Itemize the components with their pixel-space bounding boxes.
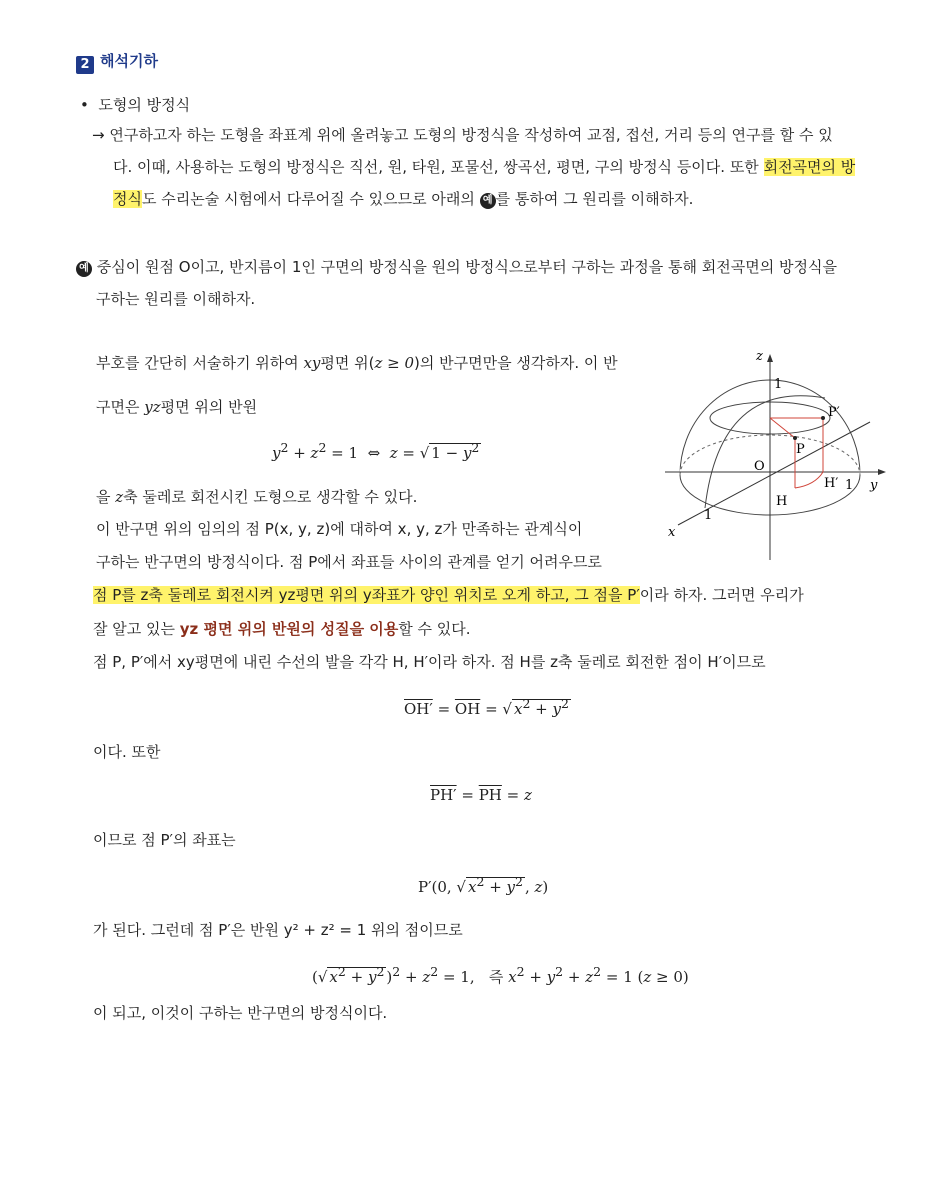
bullet-dot: • xyxy=(80,96,99,114)
text: 할 수 있다. xyxy=(398,620,471,638)
text: )의 반구면만을 생각하자. 이 반 xyxy=(414,354,618,372)
text: 축 둘레로 회전시킨 도형으로 생각할 수 있다. xyxy=(123,488,418,506)
bullet-item xyxy=(80,94,190,115)
label-x: x xyxy=(668,525,676,540)
text: 잘 알고 있는 xyxy=(93,620,180,638)
intro-line-3 xyxy=(113,188,693,209)
equation-Pprime: P′(0, √ $x^2 + y^2$ , z) xyxy=(418,874,549,896)
math-cond: z ≥ 0 xyxy=(374,354,415,372)
equation-PH: $PH' = \overline{PH} = z$ xyxy=(430,786,532,804)
label-one-x: 1 xyxy=(704,508,713,523)
body-line-7 xyxy=(93,618,471,639)
body-line-11: 가 된다. 그런데 점 P′은 반원 y² + z² = 1 위의 점이므로 xyxy=(93,921,463,939)
label-y: y xyxy=(870,478,878,493)
point-P xyxy=(793,436,797,440)
label-z: z xyxy=(756,349,763,364)
intro-text-3: 를 통하여 그 원리를 이해하자. xyxy=(495,190,694,208)
highlight-rotate-point: 점 P를 z축 둘레로 회전시켜 yz평면 위의 y좌표가 양인 위치로 오게 하고, 그 점을 P′ xyxy=(93,586,640,604)
body-line-12: 이 되고, 이것이 구하는 반구면의 방정식이다. xyxy=(93,1004,388,1022)
body-line-4: 이 반구면 위의 임의의 점 P(x, y, z)에 대하여 x, y, z가 만족하는 관계식이 xyxy=(96,520,583,538)
text: 평면 위( xyxy=(320,354,375,372)
intro-line-2 xyxy=(113,156,855,177)
bullet-text: 도형의 방정식 xyxy=(98,96,191,114)
body-line-6 xyxy=(93,584,804,605)
highlight-equation: 정식 xyxy=(113,190,142,208)
meridian-arc xyxy=(705,396,825,508)
example-badge-icon-2: 예 xyxy=(76,261,92,277)
section-number: 2 xyxy=(76,56,94,74)
text: 구면은 xyxy=(96,398,145,416)
hemisphere-figure xyxy=(650,340,890,570)
section-header xyxy=(76,50,158,74)
equation-sphere: (√ $x^2 + y^2$ )$^2 + z^2 = 1$, 즉 $x^2 + y^2 + z^2 = 1$ (z ≥ 0) xyxy=(312,964,689,986)
math-z: z xyxy=(115,488,124,506)
body-line-2 xyxy=(96,396,257,417)
body-line-10: 이므로 점 P′의 좌표는 xyxy=(93,831,236,849)
label-Pprime: P′ xyxy=(828,405,840,420)
label-one-top: 1 xyxy=(774,377,783,392)
intro-text: 다. 이때, 사용하는 도형의 방정식은 직선, 원, 타원, 포물선, 쌍곡선, 평면, 구의 방정식 등이다. 또한 xyxy=(113,158,764,176)
highlight-rotation-surface: 회전곡면의 방 xyxy=(763,158,856,176)
label-H: H xyxy=(776,494,788,509)
intro-text-2: 도 수리논술 시험에서 다루어질 수 있으므로 아래의 xyxy=(141,190,480,208)
text: 이라 하자. 그러면 우리가 xyxy=(639,586,804,604)
example-line-2: 구하는 원리를 이해하자. xyxy=(96,290,256,308)
section-title: 해석기하 xyxy=(100,52,158,70)
math-xy: xy xyxy=(303,354,321,372)
body-line-1 xyxy=(96,352,618,373)
body-line-9: 이다. 또한 xyxy=(93,743,161,761)
body-line-8: 점 P, P′에서 xy평면에 내린 수선의 발을 각각 H, H′이라 하자. 점 H를 z축 둘레로 회전한 점이 H′이므로 xyxy=(93,653,766,671)
example-badge-icon: 예 xyxy=(480,193,496,209)
label-Hprime: H′ xyxy=(824,476,839,491)
example-text: 중심이 원점 O이고, 반지름이 1인 구면의 방정식을 원의 방정식으로부터 구하는 과정을 통해 회전곡면의 방정식을 xyxy=(96,258,837,276)
body-line-5: 구하는 반구면의 방정식이다. 점 P에서 좌표들 사이의 관계를 얻기 어려우므로 xyxy=(96,553,602,571)
equation-semicircle: $y^2 + z^2 = 1$ ⇔ z = √ $1 - y^2$ xyxy=(272,440,480,462)
label-P: P xyxy=(796,442,805,457)
label-O: O xyxy=(754,459,765,474)
math-yz: yz xyxy=(144,398,161,416)
emphasis-semicircle: yz 평면 위의 반원의 성질을 이용 xyxy=(179,620,399,638)
example-line-1 xyxy=(76,256,837,277)
body-line-3 xyxy=(96,486,417,507)
point-Pprime xyxy=(821,416,825,420)
text: 을 xyxy=(96,488,116,506)
intro-line-1: → 연구하고자 하는 도형을 좌표계 위에 올려놓고 도형의 방정식을 작성하여 교점, 접선, 거리 등의 연구를 할 수 있 xyxy=(92,126,833,144)
label-one-right: 1 xyxy=(845,478,854,493)
red-arc-h xyxy=(795,472,823,488)
text: 평면 위의 반원 xyxy=(160,398,258,416)
equation-OH: $OH' = \overline{OH}$ = √ $x^2 + y^2$ xyxy=(404,696,569,718)
text: 부호를 간단히 서술하기 위하여 xyxy=(96,354,304,372)
